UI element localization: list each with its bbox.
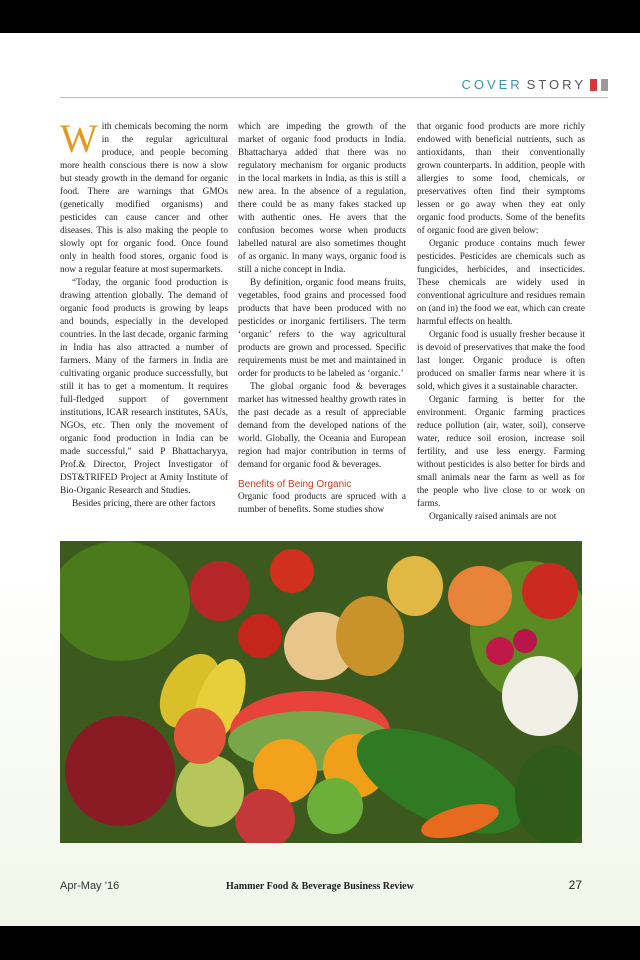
accent-square-gray — [601, 79, 608, 91]
paragraph: Organic produce contains much fewer pesticides. Pesticides are chemicals such as fungicides, herbicides, and insecticides. These chemicals are widely used in conventional agriculture and residues remain on (and in) the food we eat, which can create harmful effects on health. — [417, 239, 585, 327]
issue-date: Apr-May ’16 — [60, 880, 120, 892]
article-column-1 — [60, 116, 228, 511]
article-column-3 — [417, 121, 585, 524]
section-header — [461, 77, 608, 92]
article-column-2 — [238, 121, 406, 517]
paragraph: “Today, the organic food production is drawing attention globally. The demand of organic food products is growing by leaps and bounds, especially in the developed countries. In the last decade, organic farming in India has also attracted a number of farmers. Many of the farmers in India are cultivating organic produce successfully, but still it has to get a momentum. It requires full-fledged support of government institutions, ICAR research institutes, SAUs, NGOs, etc. Then only the movement of organic food production in India can be made successful,” said P Bhattacharyya, Prof.& Director, Project Investigator of DST&TRIFED Project at Amity Institute of Bio-Organic Research and Studies. — [60, 278, 228, 496]
section-label-story: STORY — [526, 77, 586, 92]
fruit-vegetable-photo — [60, 541, 582, 843]
accent-square-red — [590, 79, 597, 91]
bottom-bar — [0, 926, 640, 960]
paragraph: With chemicals becoming the norm in the regular agricultural produce, and people becoming more health conscious there is now a slow but steady growth in the demand for organic food. There are warnings that GMOs (genetically modified organisms) and pesticides can cause cancer and other diseases. This is also making the people to slowly opt for organic food. Once found only in health food stores, organic food is now a regular feature at most supermarkets. — [60, 116, 228, 275]
page-number: 27 — [568, 878, 582, 892]
drop-cap: W — [60, 116, 98, 161]
header-rule — [60, 97, 608, 98]
paragraph: that organic food products are more richly endowed with beneficial nutrients, such as antioxidants, than their conventionally grown counterparts. In addition, people with allergies to some food, chemicals, or preservatives often find their symptoms lessen or go away when they eat only organic food products. Some of the benefits of organic food are given below: — [417, 122, 585, 236]
magazine-page — [0, 33, 640, 926]
paragraph: The global organic food & beverages market has witnessed healthy growth rates in the past decade as a result of appreciable demand from the developed nations of the world. Globally, the Oceania and European region had major contribution in terms of demand for organic food & beverages. — [238, 382, 406, 470]
subheading: Benefits of Being Organic — [238, 479, 352, 490]
paragraph: which are impeding the growth of the market of organic food products in India. Bhattacharya added that there was no regulatory mechanism for organic products in the local markets in India, as this is still a new area. In the absence of a regulation, there could be as many fakes stacked up with authentic ones. He avers that the confusion becomes worse when products labelled natural are also sometimes thought of as organic. In many ways, organic food is still a niche concept in India. — [238, 122, 406, 275]
paragraph: Besides pricing, there are other factors — [72, 499, 216, 509]
paragraph: Organic farming is better for the environment. Organic farming practices reduce pollution (air, water, soil), conserve water, reduce soil erosion, increase soil fertility, and use less energy. Farming without pesticides is also better for birds and small animals near the farm as well as for the people who live close to or work on farms. — [417, 395, 585, 509]
publication-name: Hammer Food & Beverage Business Review — [226, 881, 414, 892]
top-bar — [0, 0, 640, 33]
section-label-cover: COVER — [461, 77, 523, 92]
paragraph: By definition, organic food means fruits, vegetables, food grains and processed food products that have been produced with no pesticides or inorganic fertilisers. The term ‘organic’ refers to the way agricultural products are grown and processed. Specific requirements must be met and maintained in order for products to be labeled as ‘organic.’ — [238, 278, 406, 379]
paragraph: Organic food products are spruced with a number of benefits. Some studies show — [238, 492, 406, 515]
paragraph: Organic food is usually fresher because it is devoid of preservatives that make the food last longer. Organic produce is often produced on smaller farms near where it is sold, which gives it a sustainable character. — [417, 330, 585, 392]
paragraph: Organically raised animals are not — [429, 512, 557, 522]
